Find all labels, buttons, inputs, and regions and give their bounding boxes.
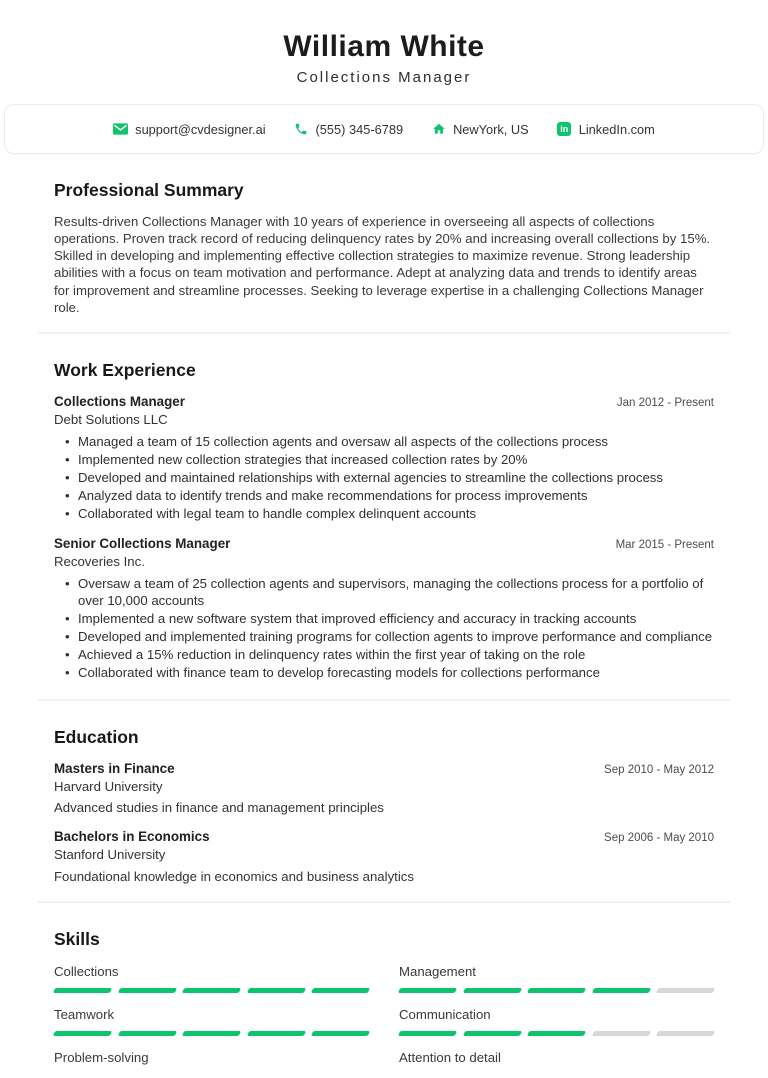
skills-section: [38, 901, 730, 1078]
education-school: Harvard University: [54, 778, 163, 794]
skill-bar-segment: [462, 1031, 521, 1036]
skill-label: Teamwork: [54, 1006, 115, 1022]
job-title-row: [54, 536, 714, 552]
skill-bar-segment: [656, 988, 715, 993]
job-bullet: • Developed and maintained relationships with external agencies to streamline the collections process: [78, 469, 714, 486]
skill-bar-segment: [398, 988, 457, 993]
skill-item: [54, 1050, 369, 1078]
skill-bar-segment: [117, 1031, 176, 1036]
skills-grid: [54, 964, 714, 1078]
job-bullet: • Analyzed data to identify trends and make recommendations for process improvements: [78, 487, 714, 504]
skill-item: [399, 1050, 714, 1078]
summary-text: Results-driven Collections Manager with 10 years of experience in overseeing all aspects of collections operations. Proven track record of reducing delinquency rates by 20% and increasing overall collections by 15%. Skilled in developing and implementing effective collection strategies to maximize revenue. Strong leadership abilities with a focus on team motivation and performance. Adept at analyzing data and trends to identify areas for improvement and streamline processes. Seeking to leverage expertise in a challenging Collections Manager role.: [54, 214, 711, 315]
candidate-name: William White: [283, 30, 485, 63]
contact-location-text: NewYork, US: [453, 121, 529, 137]
skill-item: [54, 1007, 369, 1036]
home-icon: [431, 122, 446, 137]
job-company: Recoveries Inc.: [54, 553, 145, 569]
job-dates: Jan 2012 - Present: [616, 396, 714, 409]
job-title: Senior Collections Manager: [54, 535, 231, 551]
skill-bar-segment: [182, 1031, 241, 1036]
education-heading: Education: [54, 726, 139, 747]
job-bullet: • Achieved a 15% reduction in delinquency rates within the first year of taking on the role: [78, 646, 714, 663]
skill-bar-segment: [247, 1031, 306, 1036]
skill-bar-segment: [527, 988, 586, 993]
education-entry: [54, 829, 714, 885]
skill-label: Collections: [54, 964, 119, 980]
skill-bar-segment: [398, 1031, 457, 1036]
job-entry: [54, 536, 714, 682]
phone-icon: [294, 122, 309, 137]
skill-label: Attention to detail: [399, 1049, 501, 1065]
skill-bar: [399, 988, 714, 993]
skill-bar: [54, 988, 369, 993]
email-icon: [113, 122, 128, 137]
skills-heading: Skills: [54, 929, 100, 950]
skill-bar-segment: [592, 1031, 651, 1036]
skill-bar-segment: [117, 988, 176, 993]
summary-section: [38, 180, 730, 332]
skill-bar: [399, 1031, 714, 1036]
skill-bar-segment: [53, 988, 112, 993]
job-bullet-list: [54, 433, 714, 523]
skill-bar: [399, 1074, 714, 1078]
education-section: [38, 699, 730, 902]
contact-phone-text: (555) 345-6789: [315, 121, 404, 137]
work-experience-heading: Work Experience: [54, 359, 196, 380]
skill-item: [399, 964, 714, 993]
skill-bar: [54, 1031, 369, 1036]
job-bullet: • Collaborated with legal team to handle complex delinquent accounts: [78, 505, 714, 522]
skill-label: Problem-solving: [54, 1049, 149, 1065]
job-bullet: • Collaborated with finance team to develop forecasting models for collections performance: [78, 664, 714, 681]
job-bullet: • Oversaw a team of 25 collection agents and supervisors, managing the collections process for a portfolio of over 10,000 accounts: [78, 575, 714, 609]
skill-bar-segment: [462, 988, 521, 993]
skill-bar: [54, 1074, 369, 1078]
education-entry: [54, 761, 714, 817]
education-school: Stanford University: [54, 847, 166, 863]
skill-bar-segment: [592, 988, 651, 993]
skill-label: Communication: [399, 1006, 491, 1022]
job-bullet: • Managed a team of 15 collection agents and oversaw all aspects of the collections process: [78, 433, 714, 450]
education-dates: Sep 2010 - May 2012: [604, 763, 714, 776]
skill-bar-segment: [311, 1031, 370, 1036]
skill-bar-segment: [311, 988, 370, 993]
work-experience-section: [38, 332, 730, 699]
job-company: Debt Solutions LLC: [54, 412, 168, 428]
education-title-row: [54, 829, 714, 845]
resume-header: [0, 30, 768, 86]
contact-linkedin[interactable]: [557, 122, 655, 137]
job-title: Collections Manager: [54, 393, 185, 409]
education-dates: Sep 2006 - May 2010: [604, 832, 714, 845]
contact-email-text: support@cvdesigner.ai: [135, 121, 266, 137]
job-bullet-list: [54, 575, 714, 682]
linkedin-icon: in: [557, 122, 572, 137]
skill-label: Management: [399, 964, 476, 980]
contact-phone[interactable]: [294, 122, 404, 137]
contact-bar: [4, 104, 764, 154]
contact-linkedin-text: LinkedIn.com: [578, 121, 655, 137]
education-title-row: [54, 761, 714, 777]
education-degree: Bachelors in Economics: [54, 829, 210, 845]
job-entry: [54, 394, 714, 523]
education-description: Foundational knowledge in economics and business analytics: [54, 869, 414, 885]
job-bullet: • Implemented a new software system that improved efficiency and accuracy in tracking accounts: [78, 610, 714, 627]
contact-location[interactable]: [431, 122, 529, 137]
job-title-row: [54, 394, 714, 410]
skill-bar-segment: [247, 988, 306, 993]
candidate-title: Collections Manager: [296, 69, 472, 86]
job-bullet: • Developed and implemented training programs for collection agents to improve performance and compliance: [78, 628, 714, 645]
summary-heading: Professional Summary: [54, 180, 244, 200]
skill-item: [54, 964, 369, 993]
skill-item: [399, 1007, 714, 1036]
skill-bar-segment: [182, 988, 241, 993]
skill-bar-segment: [656, 1031, 715, 1036]
skill-bar-segment: [53, 1031, 112, 1036]
contact-email[interactable]: [113, 122, 265, 137]
resume-body: [38, 180, 730, 1078]
education-description: Advanced studies in finance and management principles: [54, 800, 384, 816]
job-bullet: • Implemented new collection strategies that increased collection rates by 20%: [78, 451, 714, 468]
job-dates: Mar 2015 - Present: [615, 538, 714, 551]
education-degree: Masters in Finance: [54, 760, 175, 776]
skill-bar-segment: [527, 1031, 586, 1036]
